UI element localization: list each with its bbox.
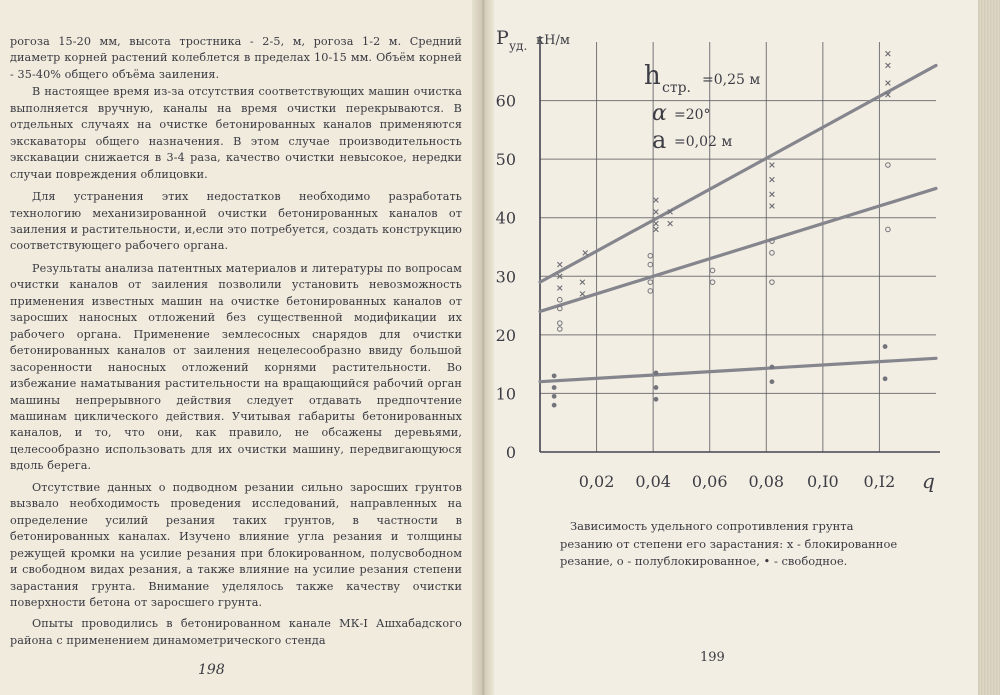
point-circle-marker [886,227,891,232]
trend-lines [540,65,936,381]
caption-line: резание, о - полублокированное, • - свободное. [560,554,848,568]
point-circle-marker [770,251,775,256]
point-x-marker [654,227,659,232]
x-tick-label: 0,02 [578,472,615,491]
point-x-marker [654,221,659,226]
point-dot-marker [770,379,775,384]
y-axis-label-unit: кН/м [536,33,570,48]
point-dot-marker [883,376,888,381]
param-h-value: =0,25 м [702,72,761,88]
point-dot-marker [552,394,557,399]
x-tick-label: 0,04 [635,472,671,491]
y-axis-label-symbol: P [496,27,509,49]
x-tick-label: 0,06 [691,472,728,491]
point-x-marker [583,250,588,255]
paragraph: В настоящее время из-за отсутствия соответствующих машин очистка выполняется вручную, каналы на время очистки перекрываются. В отдельных случаях на очистке бетонированных каналов применяются экскаваторы общего назначения. В этом случае производительность экскавации снижается в 3-4 раза, качество очистки невысокое, нередки случаи повреждения облицовки. [10,85,462,181]
point-dot-marker [552,403,557,408]
book-page-edges [978,0,1000,695]
point-circle-marker [558,327,563,332]
point-dot-marker [654,397,659,402]
point-x-marker [557,262,562,267]
param-a-value: =0,02 м [674,134,733,150]
y-axis-label [496,27,570,53]
y-tick-label: 60 [495,91,516,111]
paragraph: Результаты анализа патентных материалов и литературы по вопросам очистки каналов от заиления позволили установить невозможность применения известных машин на очистке бетонированных каналов от заросших наносных отложений без существенной модификации их рабочего органа. Применение землесосных снарядов для очистки бетонированных каналов от заиления нецелесообразно ввиду большой засоренности наносных отложений корнями растительности. Во избежание наматывания растительности на вращающийся рабочий орган машины непрерывного действия следует отдавать предпочтение машинам циклического действия. Учитывая габариты бетонированных каналов, и то, что они, как правило, не обсажены деревьями, целесообразно использовать для их очистки машину, передвигающуюся вдоль берега. [10,261,462,473]
point-x-marker [886,63,891,68]
y-tick-labels [496,92,516,462]
point-x-marker [770,163,775,168]
point-circle-marker [886,163,891,168]
page-number-right: 199 [700,650,725,665]
param-alpha-value: =20° [674,107,711,123]
y-tick-label: 50 [495,150,516,170]
point-x-marker [886,81,891,86]
point-circle-marker [558,297,563,302]
y-tick-label: 10 [495,384,516,404]
y-axis-label-subscript: уд. [509,39,528,53]
x-tick-label: 0,I0 [806,472,839,491]
y-tick-label: 20 [495,325,516,345]
point-dot-marker [654,371,659,376]
figure-caption [560,518,970,571]
paragraph: рогоза 15-20 мм, высота тростника - 2-5, м, рогоза 1-2 м. Средний диаметр корней растений колеблется в пределах 10-15 мм. Объём корней - 35-40% общего объёма заиления. [10,35,462,81]
point-x-marker [886,51,891,56]
x-tick-label: 0,08 [748,472,785,491]
param-h-subscript: стр. [662,80,691,96]
chart-axes [540,36,940,452]
point-dot-marker [552,373,557,378]
point-x-marker [770,177,775,182]
point-dot-marker [654,385,659,390]
caption-line: резанию от степени его зарастания: х - блокированное [560,536,898,551]
point-dot-marker [770,365,775,370]
point-circle-marker [710,280,715,285]
param-a-symbol: a [652,126,667,154]
param-alpha-symbol: α [652,101,667,126]
x-tick-label: 0,I2 [863,472,896,491]
point-dot-marker [883,344,888,349]
paragraph: Для устранения этих недостатков необходимо разработать технологию механизированной очистки бетонированных каналов от заиления и растительности, и,если это потребуется, создать конструкцию соответствующего рабочего органа. [10,190,462,253]
x-tick-labels [579,472,896,491]
data-points [552,51,891,407]
point-circle-marker [648,280,653,285]
point-x-marker [580,291,585,296]
paragraph: Опыты проводились в бетонированном канале МК-I Ашхабадского района с применением динамометрического стенда [10,617,462,647]
point-circle-marker [558,321,563,326]
point-dot-marker [552,385,557,390]
trend-line-dot [540,358,936,381]
x-axis-label: q [922,469,935,493]
point-circle-marker [648,262,653,267]
left-page-text [10,34,462,650]
paragraph: Отсутствие данных о подводном резании сильно заросших грунтов вызвало необходимость проведения исследований, направленных на определение усилий резания таких грунтов, в частности в бетонированных каналах. Изучено влияние угла резания и толщины режущей кромки на усилие резания при блокированном, полусвободном и свободном видах резания, а также влияние на усилие резания степени зарастания грунта. Внимание уделялось также качеству очистки поверхности бетона от заросшего грунта. [10,480,462,609]
point-x-marker [580,280,585,285]
point-circle-marker [648,253,653,258]
y-tick-label: 40 [495,208,516,228]
book-gutter [472,0,494,695]
point-circle-marker [710,268,715,273]
point-x-marker [770,204,775,209]
page-number-left: 198 [198,662,225,678]
chart-parameters [644,61,760,154]
point-x-marker [654,209,659,214]
chart-grid [540,42,936,452]
param-h-symbol: h [644,61,661,91]
point-circle-marker [648,289,653,294]
y-tick-label: 0 [505,443,516,462]
point-x-marker [557,286,562,291]
chart [494,0,978,510]
point-x-marker [668,221,673,226]
caption-line: Зависимость удельного сопротивления грунта [570,519,854,533]
point-x-marker [770,192,775,197]
point-circle-marker [770,280,775,285]
point-x-marker [654,198,659,203]
left-page [0,0,480,695]
y-tick-label: 30 [495,267,516,287]
